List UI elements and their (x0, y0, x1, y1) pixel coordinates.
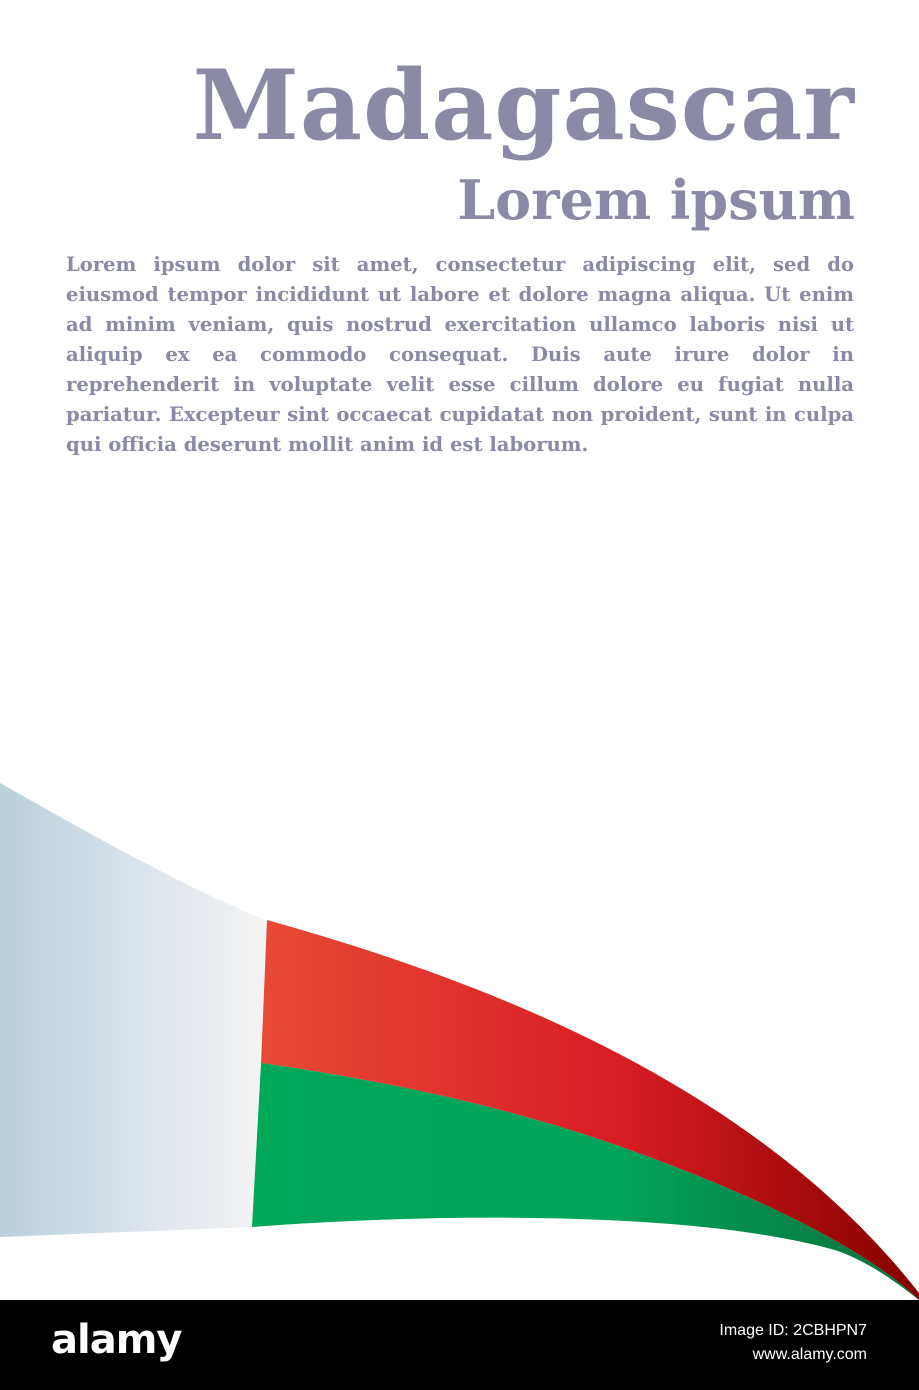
page-title: Madagascar (192, 49, 855, 162)
footer-bar (0, 1300, 919, 1390)
body-paragraph: Lorem ipsum dolor sit amet, consectetur adipiscing elit, sed do eiusmod tempor incididunt ut labore et dolore magna aliqua. Ut enim ad minim veniam, quis nostrud exercitation ullamco laboris nisi ut aliquip ex ea commodo consequat. Duis aute irure dolor in reprehenderit in voluptate velit esse cillum dolore eu fugiat nulla pariatur. Excepteur sint occaecat cupidatat non proident, sunt in culpa qui officia deserunt mollit anim id est laborum. (66, 253, 854, 456)
page-subtitle: Lorem ipsum (457, 168, 855, 232)
site-url-label: www.alamy.com (752, 1346, 867, 1363)
image-id-label: Image ID: 2CBHPN7 (719, 1322, 867, 1339)
alamy-logo: alamy (51, 1317, 182, 1363)
flag-white-stripe (0, 783, 267, 1237)
